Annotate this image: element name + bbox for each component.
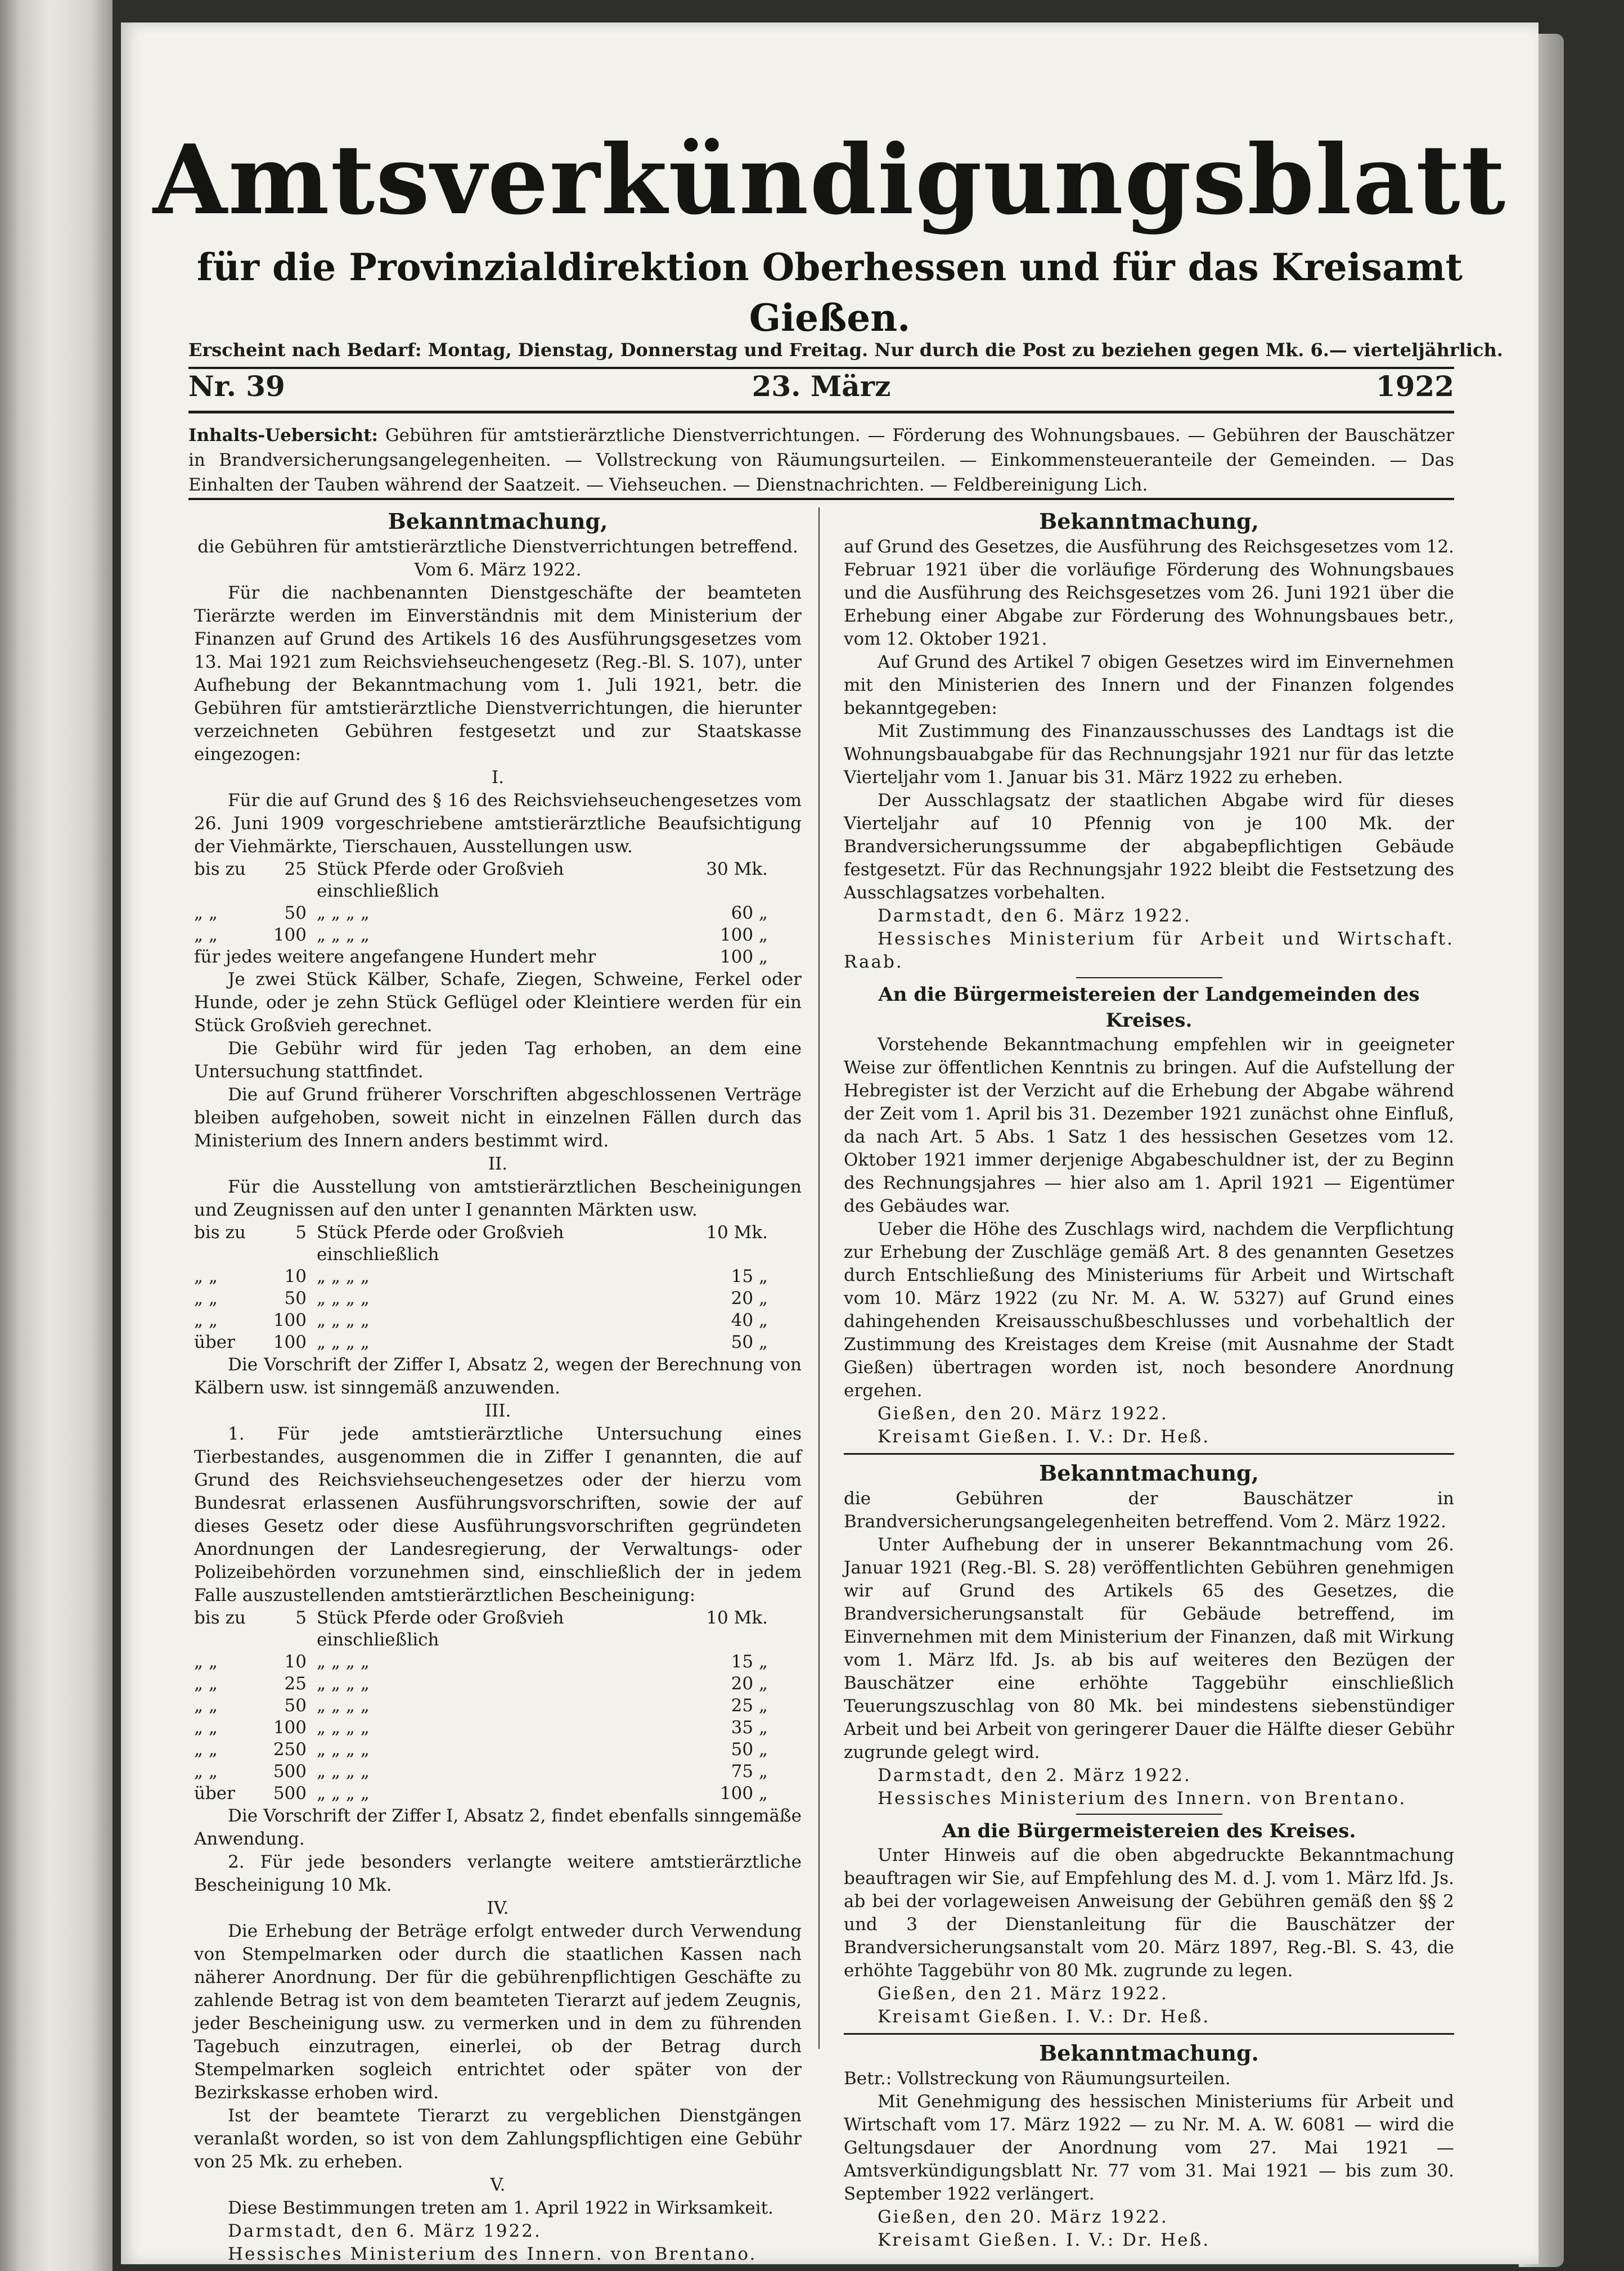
table-of-contents xyxy=(188,423,1454,497)
right-paragraph: auf Grund des Gesetzes, die Ausführung des Reichsgesetzes vom 12. Februar 1921 über die vorläufige Förderung des Wohnungsbaues und die Ausführung des Reichsgesetzes vom 26. Juni 1921 über die Erhebung einer Abgabe zur Förderung des Wohnungsbaues betr., vom 12. Oktober 1921. xyxy=(844,537,1454,649)
fee-row: für jedes weitere angefangene Hundert mehr 100 „ xyxy=(194,947,768,967)
fee-row: „ „ 100 „ „ „ „ 100 „ xyxy=(194,925,768,945)
left-intro: die Gebühren für amtstierärztliche Dienstverrichtungen betreffend. xyxy=(197,537,798,557)
left-paragraph: Die Gebühr wird für jeden Tag erhoben, an dem eine Untersuchung stattfindet. xyxy=(194,1038,802,1082)
masthead-subtitle: für die Provinzialdirektion Oberhessen und für das Kreisamt Gießen. xyxy=(196,245,1463,340)
section-numeral: II. xyxy=(488,1154,508,1174)
left-paragraph: Ist der beamtete Tierarzt zu vergeblichen Dienstgängen veranlaßt worden, so ist von dem Zahlungspflichtigen eine Gebühr von 25 Mk. zu erheben. xyxy=(194,2106,802,2172)
fee-row: „ „ 100 „ „ „ „ 35 „ xyxy=(194,1717,768,1738)
place-date: Darmstadt, den 2. März 1922. xyxy=(878,1765,1191,1786)
signature: Kreisamt Gießen. I. V.: Dr. Heß. xyxy=(878,2230,1211,2250)
signature: Kreisamt Gießen. I. V.: Dr. Heß. xyxy=(878,1427,1211,1447)
right-paragraph: Unter Hinweis auf die oben abgedruckte Bekanntmachung beauftragen wir Sie, auf Empfehlung des M. d. J. vom 1. März lfd. Js. ab bei der vorlageweisen Anweisung der Gebühren gemäß den §§ 2 und 3 der Dienstanleitung für die Bauschätzer der Brandversicherungsanstalt vom 20. März 1897, Reg.-Bl. S. 43, die erhöhte Taggebühr von 80 Mk. zugrunde zu legen. xyxy=(844,1845,1454,1981)
right-paragraph: die Gebühren der Bauschätzer in Brandversicherungsangelegenheiten betreffend. Vom 2. März 1922. xyxy=(844,1488,1454,1532)
fee-table-2 xyxy=(194,1222,802,1353)
left-paragraph: Diese Bestimmungen treten am 1. April 1922 in Wirksamkeit. xyxy=(228,2198,773,2218)
left-paragraph: Für die Ausstellung von amtstierärztlichen Bescheinigungen und Zeugnissen auf den unter I genannten Märkten usw. xyxy=(194,1177,802,1220)
fee-row: „ „ 25 „ „ „ „ 20 „ xyxy=(194,1674,768,1694)
left-paragraph: Je zwei Stück Kälber, Schafe, Ziegen, Schweine, Ferkel oder Hunde, oder je zehn Stück Geflügel oder Kleintiere werden für ein Stück Großvieh gerechnet. xyxy=(194,969,802,1036)
signature: Hessisches Ministerium des Innern. von Brentano. xyxy=(878,1788,1407,1809)
left-paragraph: Für die auf Grund des § 16 des Reichsviehseuchengesetzes vom 26. Juni 1909 vorgeschriebene amtstierärztliche Beaufsichtigung der Viehmärkte, Tierschauen, Ausstellungen usw. xyxy=(194,790,802,857)
place-date: Darmstadt, den 6. März 1922. xyxy=(228,2221,542,2241)
fee-row: bis zu 25 Stück Pferde oder Großvieh einschließlich 30 Mk. xyxy=(194,859,768,901)
separator xyxy=(844,1453,1454,1455)
contents-label: Inhalts-Uebersicht: xyxy=(188,425,378,446)
fee-row: „ „ 50 „ „ „ „ 60 „ xyxy=(194,903,768,923)
right-paragraph: Ueber die Höhe des Zuschlags wird, nachdem die Verpflichtung zur Erhebung der Zuschläge gemäß Art. 8 des genannten Gesetzes durch Entschließung des Ministeriums für Arbeit und Wirtschaft vom 10. März 1922 (zu Nr. M. A. W. 5327) auf Grund eines dahingehenden Kreisausschußbeschlusses und vorbehaltlich der Zustimmung des Kreistages dem Kreise (mit Ausnahme der Stadt Gießen) übertragen worden ist, noch besondere Anordnung ergehen. xyxy=(844,1219,1454,1401)
fee-row: „ „ 10 „ „ „ „ 15 „ xyxy=(194,1266,768,1287)
fee-row: „ „ 50 „ „ „ „ 20 „ xyxy=(194,1288,768,1308)
fee-table-3 xyxy=(194,1607,802,1805)
book-spine xyxy=(0,0,113,2271)
separator xyxy=(1076,977,1222,978)
masthead-title: Amtsverkündigungsblatt xyxy=(152,124,1507,236)
right-column xyxy=(844,507,1454,2252)
right-subheading: An die Bürgermeistereien der Landgemeinden des Kreises. xyxy=(878,983,1420,1032)
contents-text: Gebühren für amtstierärztliche Dienstverrichtungen. — Förderung des Wohnungsbaues. — Gebühren der Bauschätzer in Brandversicherungsangelegenheiten. — Vollstreckung von Räumungsurteilen. — Einkommensteueranteile der Gemeinden. — Das Einhalten der Tauben während der Saatzeit. — Viehseuchen. — Dienstnachrichten. — Feldbereinigung Lich. xyxy=(188,425,1454,495)
left-dated: Vom 6. März 1922. xyxy=(414,560,582,580)
right-paragraph: Mit Zustimmung des Finanzausschusses des Landtags ist die Wohnungsbauabgabe für das Rechnungsjahr 1921 nur für das letzte Vierteljahr vom 1. Januar bis 31. März 1922 zu erheben. xyxy=(844,721,1454,788)
right-heading: Bekanntmachung, xyxy=(1039,509,1259,534)
right-subheading: An die Bürgermeistereien des Kreises. xyxy=(942,1820,1356,1842)
section-numeral: III. xyxy=(484,1401,511,1421)
right-heading: Bekanntmachung. xyxy=(1039,2040,1259,2066)
fee-row: „ „ 100 „ „ „ „ 40 „ xyxy=(194,1310,768,1330)
left-paragraph: Die Erhebung der Beträge erfolgt entweder durch Verwendung von Stempelmarken oder durch die staatlichen Kassen nach näherer Anordnung. Der für die gebührenpflichtigen Geschäfte zu zahlende Betrag ist von dem beamteten Tierarzt auf jedem Zeugnis, jeder Bescheinigung usw. zu vermerken und in dem zu führenden Tagebuch einzutragen, einerlei, ob der Betrag durch Stempelmarken sogleich entrichtet oder später von der Bezirkskasse erhoben wird. xyxy=(194,1921,802,2103)
left-paragraph: 2. Für jede besonders verlangte weitere amtstierärztliche Bescheinigung 10 Mk. xyxy=(194,1852,802,1895)
left-paragraph: Für die nachbenannten Dienstgeschäfte der beamteten Tierärzte werden im Einverständnis mit dem Ministerium der Finanzen auf Grund des Artikels 16 des Ausführungsgesetzes vom 13. Mai 1921 zum Reichsviehseuchengesetz (Reg.-Bl. S. 107), unter Aufhebung der Bekanntmachung vom 1. Juli 1921, betr. die Gebühren für amtstierärztliche Dienstverrichtungen, die hierunter verzeichneten Gebühren festgesetzt und zur Staatskasse eingezogen: xyxy=(194,583,802,765)
right-paragraph: Mit Genehmigung des hessischen Ministeriums für Arbeit und Wirtschaft vom 17. März 1922 — zu Nr. M. A. W. 6081 — wird die Geltungsdauer der Anordnung vom 27. Mai 1921 — Amtsverkündigungsblatt Nr. 77 vom 31. Mai 1921 — bis zum 30. September 1922 verlängert. xyxy=(844,2092,1454,2204)
left-heading: Bekanntmachung, xyxy=(388,509,608,534)
left-paragraph: Die auf Grund früherer Vorschriften abgeschlossenen Verträge bleiben aufgehoben, soweit nicht in einzelnen Fällen durch das Ministerium des Innern anders bestimmt wird. xyxy=(194,1085,802,1151)
signature: Kreisamt Gießen. I. V.: Dr. Heß. xyxy=(878,2007,1211,2027)
issue-date: 23. März xyxy=(752,370,891,403)
left-column xyxy=(194,507,802,2266)
fee-row: über 500 „ „ „ „ 100 „ xyxy=(194,1783,768,1804)
issue-number: Nr. 39 xyxy=(188,370,285,403)
issue-year: 1922 xyxy=(1375,370,1454,403)
right-paragraph: Betr.: Vollstreckung von Räumungsurteilen. xyxy=(844,2068,1231,2089)
column-divider xyxy=(818,507,820,2049)
fee-row: „ „ 10 „ „ „ „ 15 „ xyxy=(194,1652,768,1672)
masthead xyxy=(121,124,1538,343)
right-paragraph: Unter Aufhebung der in unserer Bekanntmachung vom 26. Januar 1921 (Reg.-Bl. S. 28) veröffentlichten Gebühren genehmigen wir auf Grund des Artikels 65 des Gesetzes, die Brandversicherungsanstalt für Gebäude betreffend, im Einvernehmen mit dem Ministerium der Finanzen, daß mit Wirkung vom 1. März lfd. Js. ab bis auf weiteres den Bezügen der Bauschätzer eine erhöhte Taggebühr einschließlich Teuerungszuschlag von 80 Mk. bei mindestens siebenstündiger Arbeit und bei Arbeit von geringerer Dauer die Hälfte dieser Gebühr zugrunde gelegt wird. xyxy=(844,1535,1454,1762)
rule-contents xyxy=(188,498,1454,500)
fee-row: über 100 „ „ „ „ 50 „ xyxy=(194,1332,768,1352)
appearance-note: Erscheint nach Bedarf: Montag, Dienstag, Donnerstag und Freitag. Nur durch die Post zu beziehen gegen Mk. 6.— vierteljährlich. xyxy=(188,339,1503,361)
right-paragraph: Auf Grund des Artikel 7 obigen Gesetzes wird im Einvernehmen mit den Ministerien des Innern und der Finanzen folgendes bekanntgegeben: xyxy=(844,652,1454,718)
left-paragraph: Die Vorschrift der Ziffer I, Absatz 2, findet ebenfalls sinngemäße Anwendung. xyxy=(194,1806,802,1849)
place-date: Darmstadt, den 6. März 1922. xyxy=(878,906,1191,926)
signature: Hessisches Ministerium für Arbeit und Wirtschaft. Raab. xyxy=(844,929,1454,972)
right-paragraph: Der Ausschlagsatz der staatlichen Abgabe wird für dieses Vierteljahr auf 10 Pfennig von je 100 Mk. der Brandversicherungssumme der abgabepflichtigen Gebäude festgesetzt. Für das Rechnungsjahr 1922 bleibt die Festsetzung des Ausschlagsatzes vorbehalten. xyxy=(844,790,1454,903)
place-date: Gießen, den 20. März 1922. xyxy=(878,2207,1168,2227)
place-date: Gießen, den 21. März 1922. xyxy=(878,1984,1168,2004)
right-heading: Bekanntmachung, xyxy=(1039,1460,1259,1486)
fee-row: bis zu 5 Stück Pferde oder Großvieh einschließlich 10 Mk. xyxy=(194,1608,768,1650)
fee-row: „ „ 250 „ „ „ „ 50 „ xyxy=(194,1739,768,1760)
separator xyxy=(1076,1814,1222,1815)
section-numeral: I. xyxy=(491,767,505,788)
right-paragraph: Vorstehende Bekanntmachung empfehlen wir in geeigneter Weise zur öffentlichen Kenntnis zu bringen. Auf die Aufstellung der Hebregister ist der Verzicht auf die Erhebung der Abgabe während der Zeit vom 1. April bis 31. Dezember 1921 zunächst ohne Einfluß, da nach Art. 5 Abs. 1 Satz 1 des hessischen Gesetzes vom 12. Oktober 1921 immer derjenige Abgabeschuldner ist, der zu Beginn des Rechnungsjahres — hier also am 1. April 1921 — Eigentümer des Gebäudes war. xyxy=(844,1035,1454,1216)
newspaper-page xyxy=(121,23,1538,2264)
fee-row: bis zu 5 Stück Pferde oder Großvieh einschließlich 10 Mk. xyxy=(194,1222,768,1265)
issue-line xyxy=(188,368,1454,404)
separator xyxy=(844,2033,1454,2035)
fee-table-1 xyxy=(194,858,802,968)
left-paragraph: Die Vorschrift der Ziffer I, Absatz 2, wegen der Berechnung von Kälbern usw. ist sinngemäß anzuwenden. xyxy=(194,1355,802,1398)
place-date: Gießen, den 20. März 1922. xyxy=(878,1404,1168,1424)
rule-issue xyxy=(188,411,1454,413)
fee-row: „ „ 50 „ „ „ „ 25 „ xyxy=(194,1696,768,1716)
fee-row: „ „ 500 „ „ „ „ 75 „ xyxy=(194,1761,768,1782)
left-paragraph: 1. Für jede amtstierärztliche Untersuchung eines Tierbestandes, ausgenommen die in Ziffer I genannten, die auf Grund des Reichsviehseuchengesetzes oder der hierzu vom Bundesrat erlassenen Ausführungsvorschriften, sowie der auf dieses Gesetz oder diese Ausführungsvorschriften gegründeten Anordnungen der Landesregierung, der Verwaltungs- oder Polizeibehörden vorzunehmen sind, einschließlich der in jedem Falle auszustellenden amtstierärztlichen Bescheinigung: xyxy=(194,1424,802,1606)
signature: Hessisches Ministerium des Innern. von Brentano. xyxy=(228,2244,757,2264)
section-numeral: V. xyxy=(490,2175,506,2195)
section-numeral: IV. xyxy=(487,1898,509,1918)
